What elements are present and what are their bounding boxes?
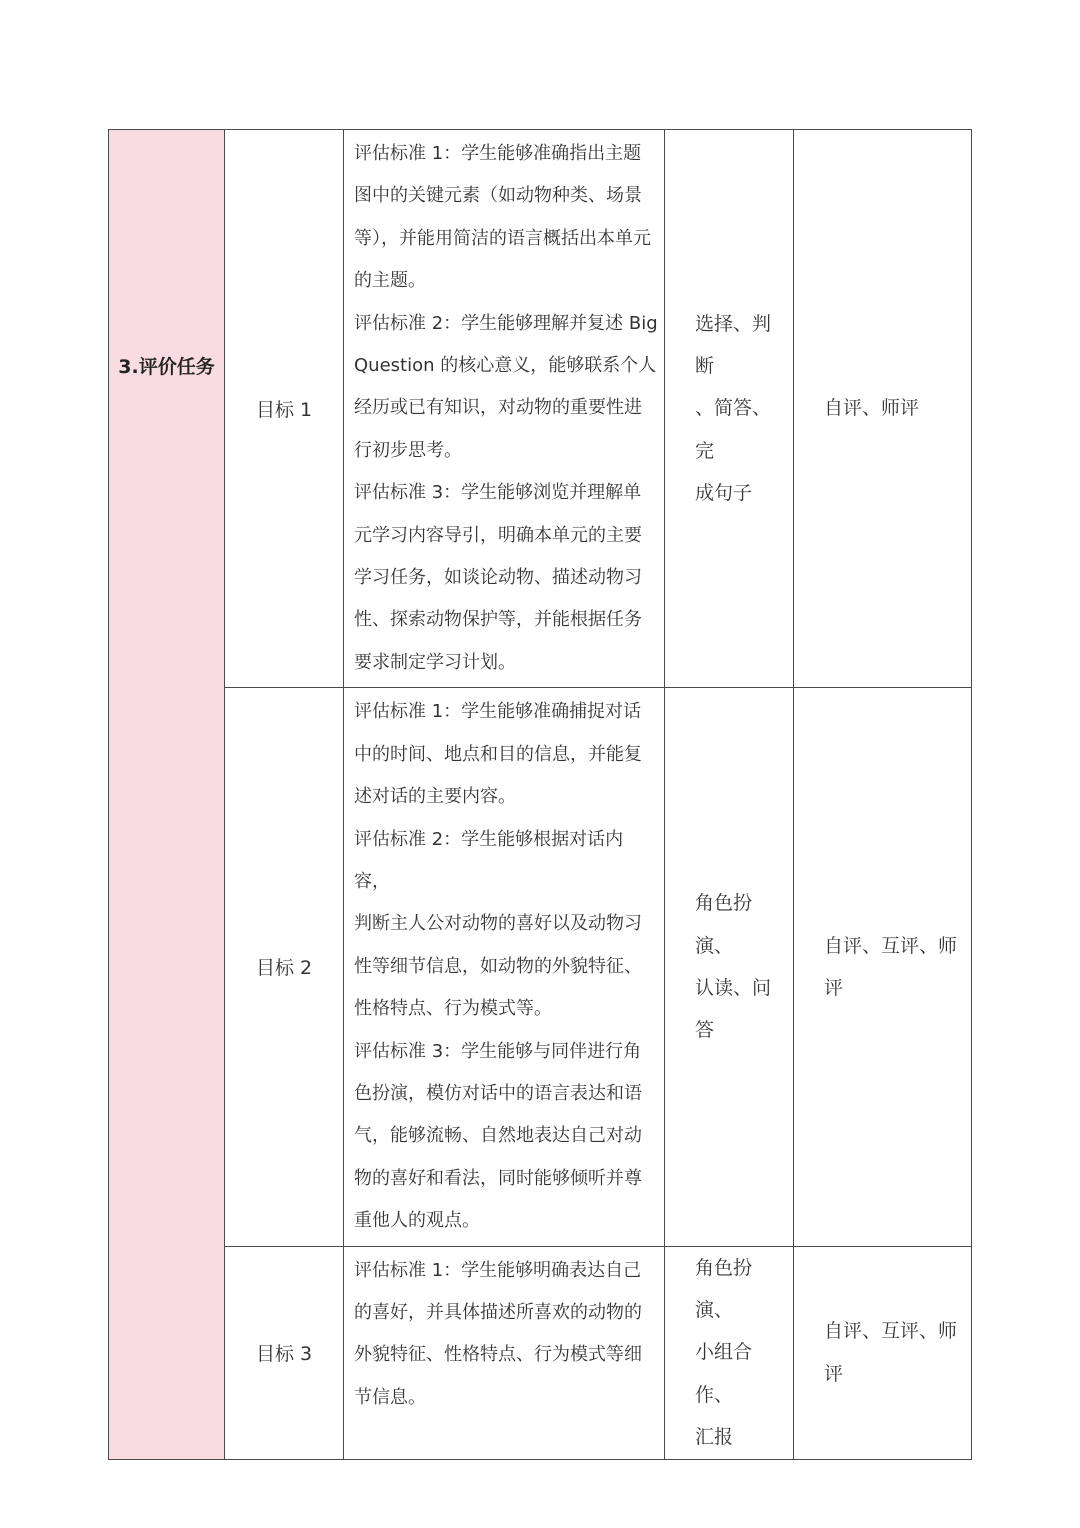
criterion-text: 评估标准 3：学生能够浏览并理解单 元学习内容导引，明确本单元的主要 学习任务，如谈论动物、描述动物习 性、探索动物保护等，并能根据任务 要求制定学习计划。 xyxy=(354,482,642,673)
goal-cell xyxy=(225,1246,344,1459)
method-text: 角色扮演、 小组合作、 汇报 xyxy=(695,1256,753,1449)
criterion-text: 评估标准 2：学生能够理解并复述 Big Question 的核心意义，能够联系个人 经历或已有知识，对动物的重要性进 行初步思考。 xyxy=(354,312,658,461)
evaluation-cell xyxy=(794,1246,972,1459)
section-title-cell xyxy=(109,130,225,1460)
evaluation-text: 自评、互评、师 评 xyxy=(824,934,958,999)
criterion-text: 评估标准 3：学生能够与同伴进行角 色扮演，模仿对话中的语言表达和语 气，能够流畅、自然地表达自己对动 物的喜好和看法，同时能够倾听并尊 重他人的观点。 xyxy=(354,1040,642,1232)
criteria-cell xyxy=(344,688,665,1246)
method-cell xyxy=(665,130,794,688)
section-title: 3.评价任务 xyxy=(118,356,215,378)
criterion-text: 评估标准 1：学生能够准确指出主题 图中的关键元素（如动物种类、场景 等），并能用简洁的语言概括出本单元 的主题。 xyxy=(354,143,651,292)
criterion-text: 评估标准 1：学生能够明确表达自己 的喜好，并具体描述所喜欢的动物的 外貌特征、性格特点、行为模式等细 节信息。 xyxy=(354,1259,642,1408)
goal-cell xyxy=(225,130,344,688)
table-row-goal-1 xyxy=(109,130,972,688)
criterion-text: 评估标准 1：学生能够准确捕捉对话 中的时间、地点和目的信息，并能复 述对话的主要内容。 xyxy=(354,701,642,808)
evaluation-text: 自评、师评 xyxy=(824,397,920,420)
table-row-goal-2 xyxy=(109,688,972,1246)
evaluation-text: 自评、互评、师 评 xyxy=(824,1320,958,1385)
method-cell xyxy=(665,688,794,1246)
evaluation-cell xyxy=(794,688,972,1246)
evaluation-task-table xyxy=(108,129,972,1460)
criteria-cell xyxy=(344,1246,665,1459)
method-text: 选择、判断 、简答、完 成句子 xyxy=(695,312,772,505)
goal-label: 目标 2 xyxy=(256,957,313,980)
method-text: 角色扮演、 认读、问答 xyxy=(695,892,772,1042)
goal-label: 目标 3 xyxy=(256,1343,313,1366)
method-cell xyxy=(665,1246,794,1459)
criteria-cell xyxy=(344,130,665,688)
table-row-goal-3 xyxy=(109,1246,972,1459)
criterion-text: 评估标准 2：学生能够根据对话内容， 判断主人公对动物的喜好以及动物习 性等细节信息，如动物的外貌特征、 性格特点、行为模式等。 xyxy=(354,828,642,1020)
evaluation-cell xyxy=(794,130,972,688)
goal-label: 目标 1 xyxy=(256,399,313,422)
goal-cell xyxy=(225,688,344,1246)
